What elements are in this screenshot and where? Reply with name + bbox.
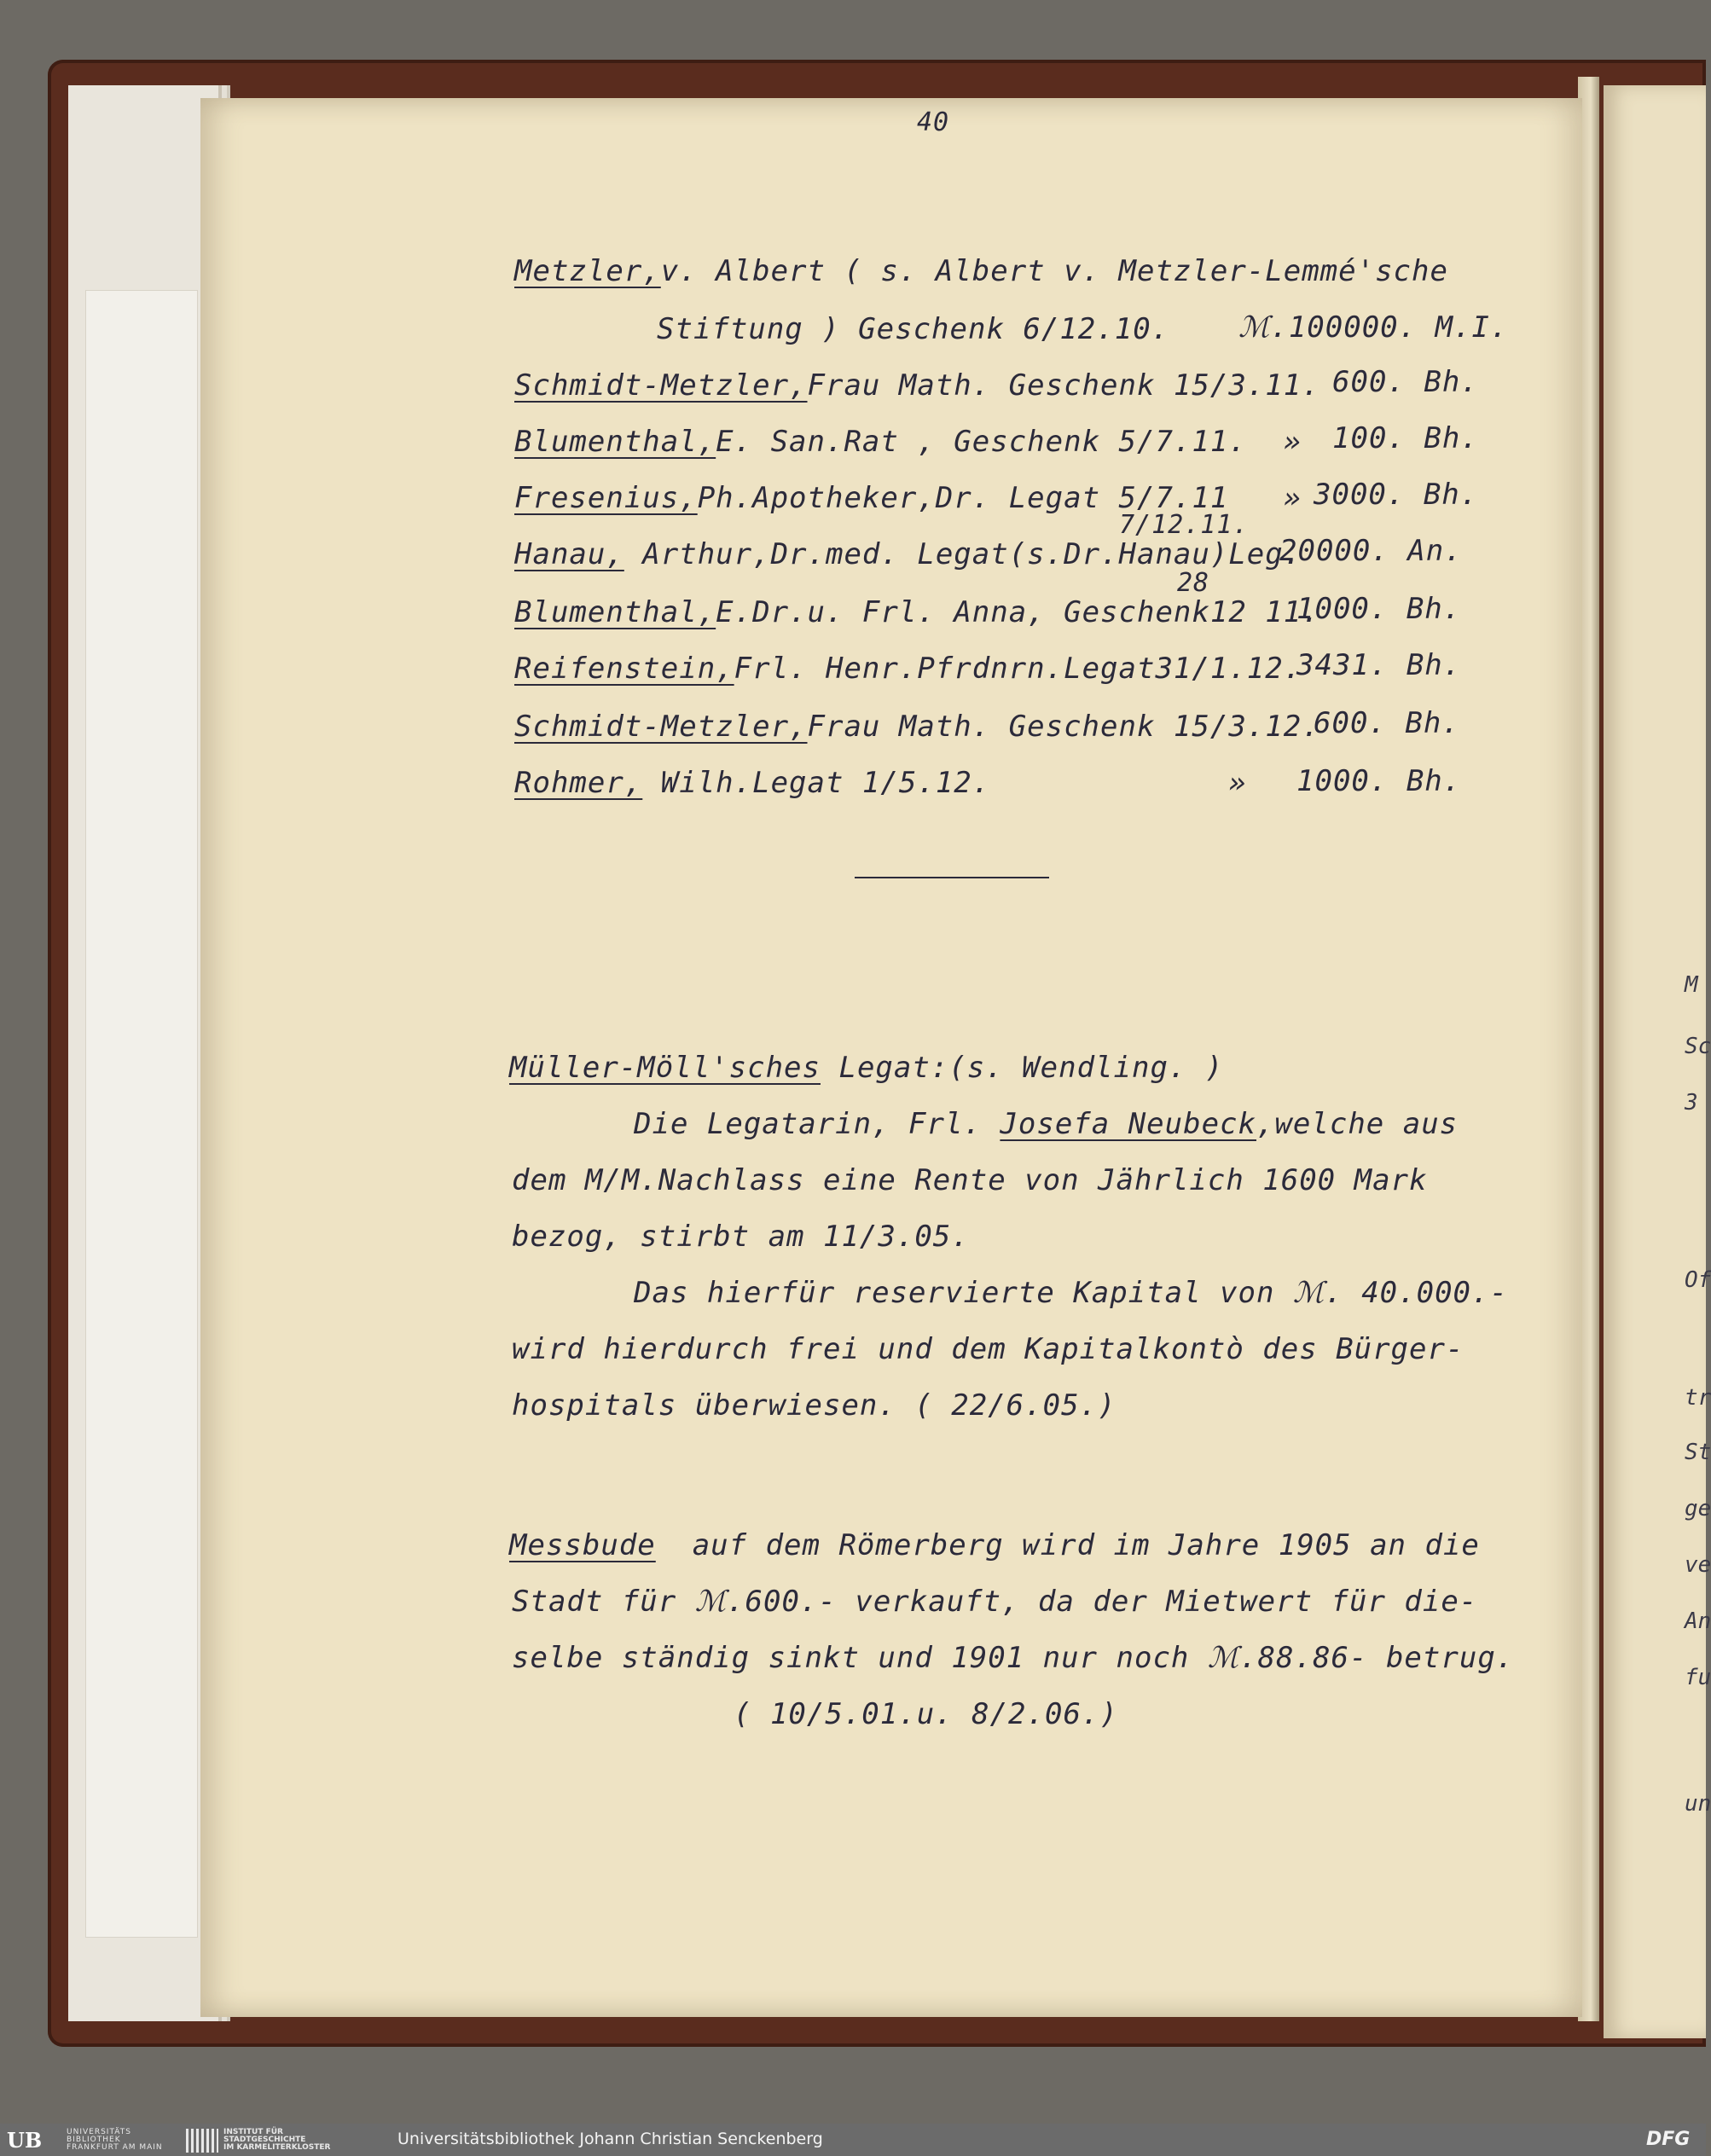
heading-name: Müller-Möll'sches bbox=[509, 1051, 821, 1085]
entry-text: E.Dr.u. Frl. Anna, Geschenk12 11. bbox=[716, 595, 1320, 629]
library-name: Universitätsbibliothek Johann Christian Senckenberg bbox=[397, 2130, 823, 2148]
entry-amount: 100. Bh. bbox=[1332, 421, 1479, 455]
facing-page-fragment: un bbox=[1685, 1791, 1711, 1817]
entry-text: E. San.Rat , Geschenk 5/7.11. » bbox=[716, 425, 1302, 459]
entry-name: Reifenstein, bbox=[514, 652, 734, 686]
entry-continuation: Stiftung ) Geschenk 6/12.10. bbox=[657, 312, 1170, 346]
heading-text: auf dem Römerberg wird im Jahre 1905 an die bbox=[655, 1528, 1480, 1562]
entry-line bbox=[514, 368, 1320, 403]
isg-logo-icon bbox=[186, 2129, 218, 2153]
entry-line bbox=[514, 425, 1302, 459]
body-line: wird hierdurch frei und dem Kapitalkontò des Bürger- bbox=[512, 1332, 1464, 1366]
entry-name: Schmidt-Metzler, bbox=[514, 710, 808, 744]
interlinear-date: 28 bbox=[1177, 568, 1210, 598]
entry-amount: 20000. An. bbox=[1279, 534, 1463, 568]
entry-line bbox=[514, 537, 1302, 571]
body-line: hospitals überwiesen. ( 22/6.05.) bbox=[512, 1388, 1116, 1423]
section-divider bbox=[855, 877, 1049, 878]
facing-page-fragment: Sc bbox=[1685, 1034, 1711, 1059]
isg-logo-text bbox=[223, 2129, 330, 2152]
heading-text: Legat:(s. Wendling. ) bbox=[821, 1051, 1224, 1085]
entry-name: Schmidt-Metzler, bbox=[514, 368, 808, 403]
entry-amount: ℳ.100000. M.I. bbox=[1238, 310, 1509, 345]
dfg-logo: DFG bbox=[1646, 2129, 1691, 2150]
entry-name: Fresenius, bbox=[514, 481, 698, 515]
inserted-slip bbox=[85, 290, 198, 1938]
entry-amount: 600. Bh. bbox=[1314, 706, 1460, 740]
body-line bbox=[634, 1107, 1458, 1141]
body-text: ,welche aus bbox=[1256, 1107, 1459, 1141]
facing-page-fragment: M bbox=[1685, 972, 1698, 998]
heading-name: Messbude bbox=[509, 1528, 656, 1562]
entry-text: Frau Math. Geschenk 15/3.12. bbox=[807, 710, 1320, 744]
facing-page-fragment: An bbox=[1685, 1608, 1711, 1634]
body-text: Die Legatarin, Frl. bbox=[634, 1107, 1000, 1141]
entry-text: Ph.Apotheker,Dr. Legat 5/7.11 » bbox=[697, 481, 1302, 515]
interlinear-date: 7/12.11. bbox=[1119, 510, 1250, 540]
facing-page-fragment: Of bbox=[1685, 1267, 1711, 1293]
entry-amount: 3431. Bh. bbox=[1296, 648, 1462, 682]
body-line: bezog, stirbt am 11/3.05. bbox=[512, 1220, 970, 1254]
entry-line bbox=[514, 652, 1302, 686]
entry-line bbox=[514, 254, 1448, 288]
facing-page-fragment: 3 bbox=[1685, 1090, 1698, 1116]
body-line: selbe ständig sinkt und 1901 nur noch ℳ.88.86- betrug. bbox=[512, 1641, 1515, 1675]
entry-amount: 1000. Bh. bbox=[1296, 764, 1462, 798]
facing-page-fragment: ve bbox=[1685, 1552, 1711, 1578]
body-line: dem M/M.Nachlass eine Rente von Jährlich 1600 Mark bbox=[512, 1163, 1428, 1197]
logo-line: STADTGESCHICHTE bbox=[223, 2136, 306, 2144]
logo-line: INSTITUT FÜR bbox=[223, 2128, 283, 2136]
body-line: ( 10/5.01.u. 8/2.06.) bbox=[734, 1697, 1118, 1731]
footer-bar bbox=[0, 2124, 1706, 2156]
entry-line bbox=[514, 766, 1247, 800]
entry-line bbox=[514, 595, 1320, 629]
logo-line: UNIVERSITÄTS bbox=[67, 2128, 131, 2136]
entry-text: Frl. Henr.Pfrdnrn.Legat31/1.12. bbox=[734, 652, 1302, 686]
facing-page-fragment: St bbox=[1685, 1440, 1711, 1465]
entry-amount: 3000. Bh. bbox=[1314, 478, 1479, 512]
ub-logo: UB bbox=[7, 2128, 43, 2153]
entry-name: Rohmer, bbox=[514, 766, 643, 800]
entry-name: Metzler, bbox=[514, 254, 661, 288]
entry-text: Arthur,Dr.med. Legat(s.Dr.Hanau)Leg. bbox=[624, 537, 1302, 571]
entry-text: Wilh.Legat 1/5.12. » bbox=[642, 766, 1247, 800]
body-line: Das hierfür reservierte Kapital von ℳ. 40.000.- bbox=[634, 1276, 1508, 1310]
facing-page-fragment: fu bbox=[1685, 1665, 1711, 1690]
logo-line: FRANKFURT AM MAIN bbox=[67, 2143, 163, 2152]
facing-page bbox=[1604, 85, 1706, 2038]
entry-name: Blumenthal, bbox=[514, 595, 716, 629]
entry-text: v. Albert ( s. Albert v. Metzler-Lemmé'sche bbox=[660, 254, 1448, 288]
ub-logo-text bbox=[67, 2129, 163, 2152]
entry-name: Blumenthal, bbox=[514, 425, 716, 459]
person-name: Josefa Neubeck bbox=[1000, 1107, 1256, 1141]
entry-amount: 1000. Bh. bbox=[1296, 592, 1462, 626]
section-heading bbox=[509, 1528, 1480, 1562]
body-line: Stadt für ℳ.600.- verkauft, da der Mietwert für die- bbox=[512, 1585, 1478, 1619]
facing-page-fragment: ge bbox=[1685, 1496, 1711, 1521]
facing-page-fragment: tr bbox=[1685, 1385, 1711, 1411]
entry-amount: 600. Bh. bbox=[1332, 365, 1479, 399]
entry-name: Hanau, bbox=[514, 537, 624, 571]
logo-line: BIBLIOTHEK bbox=[67, 2136, 121, 2144]
entry-line bbox=[514, 710, 1320, 744]
page-number: 40 bbox=[917, 107, 950, 137]
logo-line: IM KARMELITERKLOSTER bbox=[223, 2143, 331, 2152]
section-heading bbox=[509, 1051, 1223, 1085]
entry-text: Frau Math. Geschenk 15/3.11. bbox=[807, 368, 1320, 403]
